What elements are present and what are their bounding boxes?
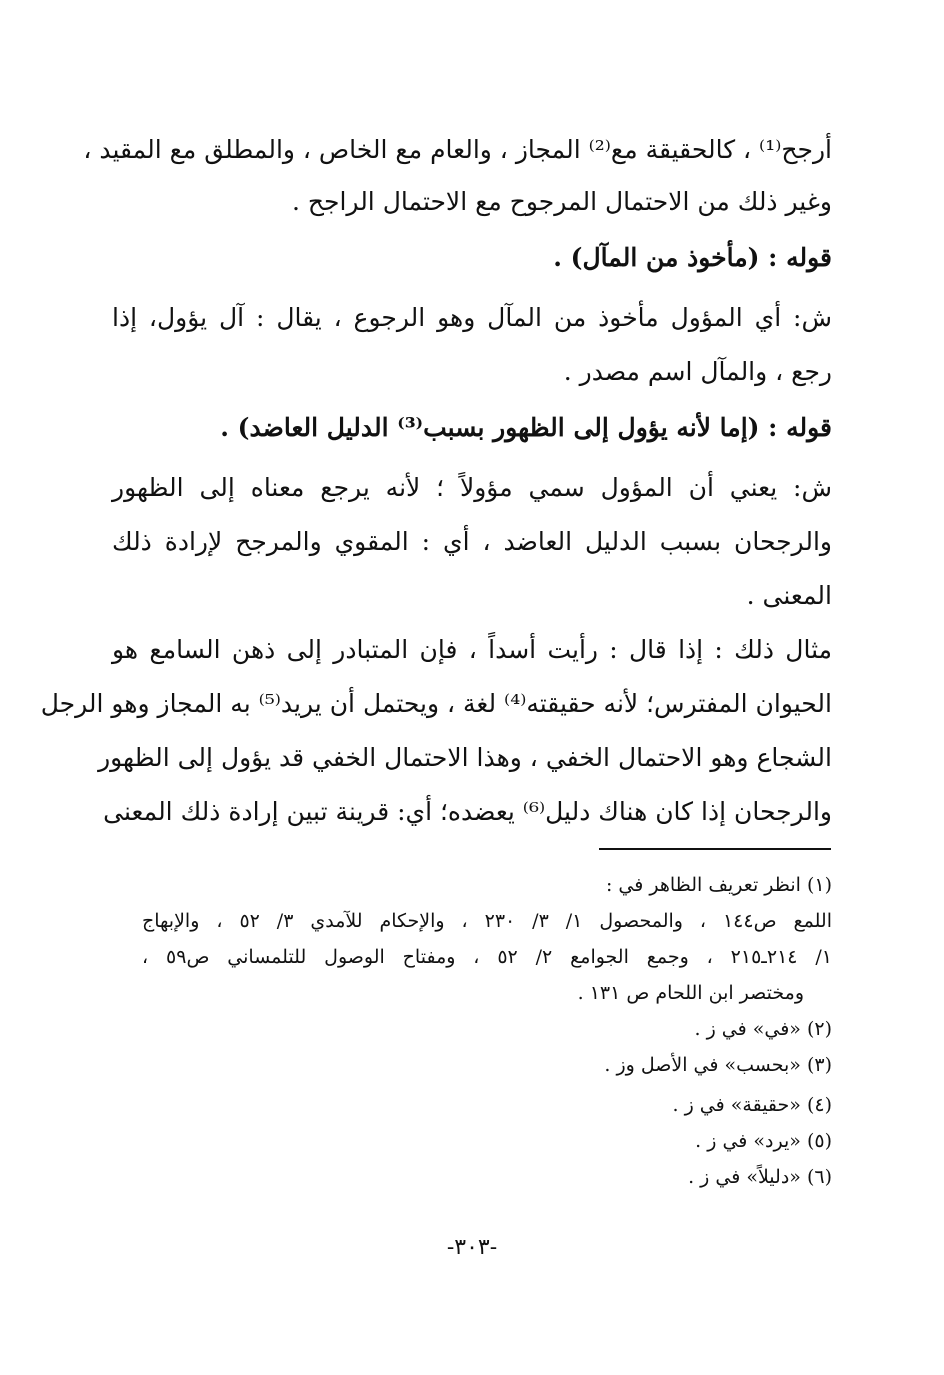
body-line: المعنى .: [746, 581, 832, 610]
footnote: (٣) «بحسب» في الأصل وز .: [604, 1054, 832, 1076]
body-line: وغير ذلك من الاحتمال المرجوح مع الاحتمال الراجح .: [291, 187, 832, 216]
footnote-continuation: ومختصر ابن اللحام ص ١٣١ .: [577, 982, 804, 1004]
footnote: (٦) «دليلاً» في ز .: [688, 1166, 832, 1188]
body-line: رجع ، والمآل اسم مصدر .: [563, 357, 832, 386]
footnote: (١) انظر تعريف الظاهر في :: [605, 874, 832, 896]
body-line: الشجاع وهو الاحتمال الخفي ، وهذا الاحتمال الخفي قد يؤول إلى الظهور: [98, 743, 832, 772]
quoted-heading: قوله : (إما لأنه يؤول إلى الظهور بسبب⁽³⁾ الدليل العاضد) .: [220, 413, 832, 442]
body-line: أرجح⁽¹⁾ ، كالحقيقة مع⁽²⁾ المجاز ، والعام مع الخاص ، والمطلق مع المقيد ،: [83, 135, 832, 164]
body-line: ش: يعني أن المؤول سمي مؤولاً ؛ لأنه يرجع معناه إلى الظهور: [112, 473, 832, 502]
footnote-separator: [599, 848, 831, 850]
footnote: (٢) «في» في ز .: [694, 1018, 832, 1040]
footnote-continuation: ١/ ٢١٤ـ٢١٥ ، وجمع الجوامع ٢/ ٥٢ ، ومفتاح الوصول للتلمساني ص٥٩ ،: [142, 946, 833, 968]
body-line: مثال ذلك : إذا قال : رأيت أسداً ، فإن المتبادر إلى ذهن السامع هو: [112, 635, 832, 664]
body-line: الحيوان المفترس؛ لأنه حقيقته⁽⁴⁾ لغة ، ويحتمل أن يريد⁽⁵⁾ به المجاز وهو الرجل: [40, 689, 832, 718]
body-line: والرجحان بسبب الدليل العاضد ، أي : المقوي والمرجح لإرادة ذلك: [112, 527, 832, 556]
quoted-heading: قوله : (مأخوذ من المآل) .: [553, 243, 832, 272]
footnote-continuation: اللمع ص١٤٤ ، والمحصول ١/ ٣/ ٢٣٠ ، والإحكام للآمدي ٣/ ٥٢ ، والإبهاج: [142, 910, 832, 932]
page-number: -٣٠٣-: [446, 1235, 498, 1260]
body-line: ش: أي المؤول مأخوذ من المآل وهو الرجوع ، يقال : آل يؤول، إذا: [112, 303, 832, 332]
footnote: (٤) «حقيقة» في ز .: [672, 1094, 832, 1116]
footnote: (٥) «يرد» في ز .: [695, 1130, 832, 1152]
body-line: والرجحان إذا كان هناك دليل⁽⁶⁾ يعضده؛ أي: قرينة تبين إرادة ذلك المعنى: [103, 797, 832, 826]
